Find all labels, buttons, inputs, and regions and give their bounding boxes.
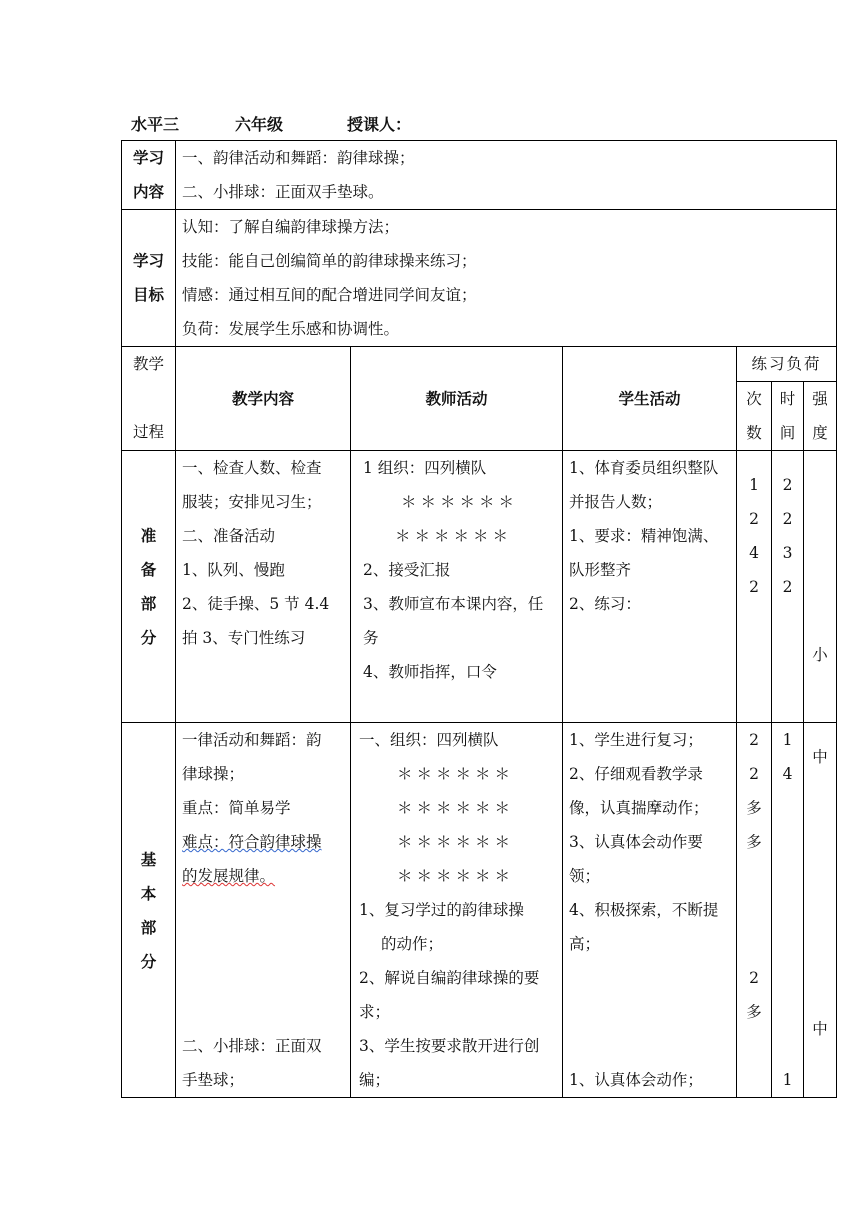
basic-student (563, 723, 737, 1098)
teacher-header: 教师活动 (351, 347, 563, 451)
prep-count (737, 451, 772, 723)
basic-student-line: 2、仔细观看教学录 (569, 765, 703, 783)
time-header (772, 382, 804, 451)
time-value: 3 (782, 544, 793, 562)
prep-student-line: 1、要求：精神饱满、 (569, 527, 719, 545)
formation-stars: ＊＊＊＊＊＊ (397, 833, 515, 851)
basic-count (737, 723, 772, 1098)
basic-content-line: 一律活动和舞蹈：韵 (182, 731, 322, 749)
count-header-1: 次 (746, 390, 762, 408)
basic-teacher-line: 的动作； (381, 935, 444, 953)
content-row (122, 141, 837, 210)
intensity-header-1: 强 (812, 390, 828, 408)
basic-label-char: 本 (140, 885, 157, 903)
basic-label-char: 基 (140, 851, 157, 869)
process-header (122, 347, 176, 451)
basic-row (122, 723, 837, 1098)
count-value: 2 (749, 578, 759, 596)
teacher-label: 授课人： (347, 115, 412, 134)
lesson-plan-table (121, 140, 837, 1098)
basic-content-line: 重点：简单易学 (182, 799, 291, 817)
content-header: 教学内容 (176, 347, 351, 451)
prep-time (772, 451, 804, 723)
formation-stars: ＊＊＊＊＊＊ (401, 493, 519, 511)
basic-teacher-line: 3、学生按要求散开进行创 (359, 1037, 540, 1055)
basic-label-char: 部 (140, 919, 157, 937)
basic-teacher-line: 求； (359, 1003, 391, 1021)
spacer (737, 859, 771, 961)
basic-label (122, 723, 176, 1098)
goals-line: 负荷：发展学生乐感和协调性。 (182, 320, 400, 338)
content-line: 一、韵律活动和舞蹈：韵律球操； (182, 149, 415, 167)
intensity-value: 中 (812, 1020, 828, 1038)
goals-line: 情感：通过相互间的配合增进同学间友谊； (182, 286, 477, 304)
spacer (772, 791, 803, 1063)
basic-content-text: 的发展规律。 (182, 867, 276, 885)
goals-label-2: 目标 (132, 286, 164, 304)
prep-content-line: 1、队列、慢跑 (182, 561, 285, 579)
count-value: 多 (746, 833, 762, 851)
goals-line: 认知：了解自编韵律球操方法； (182, 218, 400, 236)
goals-label (122, 210, 176, 347)
prep-student-line: 并报告人数； (569, 493, 663, 511)
prep-label-char: 分 (140, 629, 157, 647)
content-line: 二、小排球：正面双手垫球。 (182, 183, 384, 201)
count-value: 多 (746, 1003, 762, 1021)
spacer (182, 893, 350, 1029)
prep-content (176, 451, 351, 723)
goals-label-1: 学习 (132, 252, 164, 270)
time-value: 2 (782, 510, 793, 528)
count-value: 2 (749, 969, 759, 987)
content-label-1: 学习 (132, 149, 164, 167)
prep-row (122, 451, 837, 723)
prep-student-line: 队形整齐 (569, 561, 632, 579)
prep-content-line: 拍 3、专门性练习 (182, 629, 306, 647)
prep-teacher-line: 4、教师指挥，口令 (363, 663, 497, 681)
basic-student-line: 3、认真体会动作要 (569, 833, 703, 851)
table-header-row (122, 347, 837, 382)
goals-text (176, 210, 837, 347)
basic-student-line: 像，认真揣摩动作； (569, 799, 709, 817)
basic-student-line: 1、学生进行复习； (569, 731, 703, 749)
grade-text: 六年级 (235, 115, 284, 134)
prep-teacher-line: 2、接受汇报 (363, 561, 451, 579)
basic-teacher-line: 2、解说自编韵律球操的要 (359, 969, 540, 987)
time-value: 1 (782, 731, 793, 749)
count-header-2: 数 (746, 424, 762, 442)
basic-time (772, 723, 804, 1098)
level-text: 水平三 (131, 115, 180, 134)
basic-teacher (351, 723, 563, 1098)
basic-intensity (804, 723, 837, 1098)
intensity-value: 中 (812, 748, 828, 766)
prep-label-char: 部 (140, 595, 157, 613)
prep-label-char: 准 (140, 527, 157, 545)
spacer (804, 774, 836, 1012)
prep-teacher-line: 务 (363, 629, 379, 647)
basic-content-text: 难点：符合韵律球操 (182, 833, 322, 851)
basic-label-char: 分 (140, 953, 157, 971)
prep-student-line: 2、练习： (569, 595, 641, 613)
spacer (122, 381, 175, 415)
basic-teacher-line: 一、组织：四列横队 (359, 731, 499, 749)
content-label (122, 141, 176, 210)
formation-stars: ＊＊＊＊＊＊ (397, 799, 515, 817)
time-value: 4 (782, 765, 793, 783)
time-value: 2 (782, 476, 793, 494)
basic-content-line: 二、小排球：正面双 (182, 1037, 322, 1055)
basic-student-line: 高； (569, 935, 601, 953)
goals-line: 技能：能自己创编简单的韵律球操来练习； (182, 252, 477, 270)
count-value: 2 (749, 510, 759, 528)
prep-content-line: 2、徒手操、5 节 4.4 (182, 595, 330, 613)
prep-student (563, 451, 737, 723)
count-value: 4 (749, 544, 759, 562)
basic-student-line: 领； (569, 867, 601, 885)
prep-intensity (804, 451, 837, 723)
prep-teacher-line: 1 组织：四列横队 (363, 459, 487, 477)
basic-content (176, 723, 351, 1098)
basic-student-line: 1、认真体会动作； (569, 1071, 703, 1089)
time-value: 1 (782, 1071, 793, 1089)
basic-teacher-line: 1、复习学过的韵律球操 (359, 901, 524, 919)
content-label-2: 内容 (132, 183, 164, 201)
goals-row (122, 210, 837, 347)
prep-content-line: 服装；安排见习生； (182, 493, 322, 511)
formation-stars: ＊＊＊＊＊＊ (397, 867, 515, 885)
basic-content-line: 手垫球； (182, 1071, 245, 1089)
prep-content-line: 二、准备活动 (182, 527, 276, 545)
content-text (176, 141, 837, 210)
count-value: 1 (749, 476, 759, 494)
spacer (569, 961, 736, 1063)
intensity-header (804, 382, 837, 451)
basic-content-line: 律球操； (182, 765, 245, 783)
formation-stars: ＊＊＊＊＊＊ (395, 527, 513, 545)
process-header-2: 过程 (132, 423, 164, 441)
load-header: 练习负荷 (737, 347, 837, 382)
count-value: 多 (746, 799, 762, 817)
basic-content-line (182, 859, 350, 893)
basic-content-line (182, 825, 350, 859)
time-value: 2 (782, 578, 793, 596)
intensity-value: 小 (812, 646, 828, 664)
prep-teacher-line: 3、教师宣布本课内容，任 (363, 595, 544, 613)
student-header: 学生活动 (563, 347, 737, 451)
count-value: 2 (749, 765, 759, 783)
time-header-2: 间 (779, 424, 796, 442)
process-header-1: 教学 (132, 355, 164, 373)
count-value: 2 (749, 731, 759, 749)
prep-content-line: 一、检查人数、检查 (182, 459, 322, 477)
count-header (737, 382, 772, 451)
intensity-header-2: 度 (812, 424, 828, 442)
formation-stars: ＊＊＊＊＊＊ (397, 765, 515, 783)
prep-label (122, 451, 176, 723)
basic-teacher-line: 编； (359, 1071, 391, 1089)
prep-teacher (351, 451, 563, 723)
basic-student-line: 4、积极探索，不断提 (569, 901, 719, 919)
prep-student-line: 1、体育委员组织整队 (569, 459, 719, 477)
time-header-1: 时 (779, 390, 796, 408)
prep-label-char: 备 (140, 561, 157, 579)
